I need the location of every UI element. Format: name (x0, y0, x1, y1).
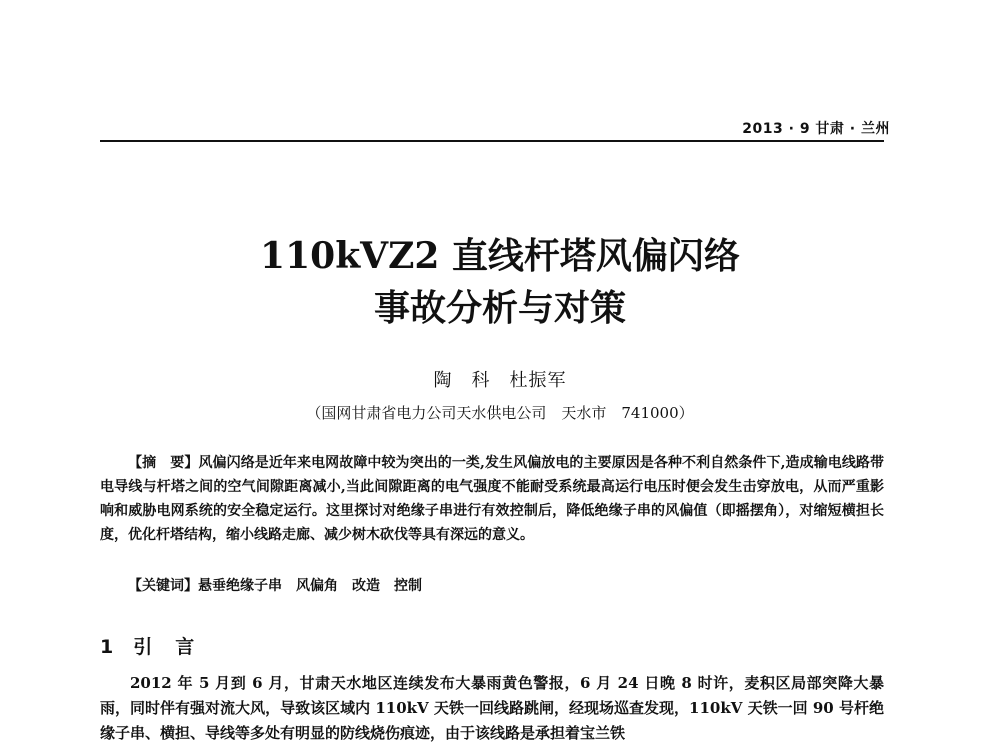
section-heading (100, 632, 196, 659)
journal-issue-header: 2013 · 9 甘肃 · 兰州 (742, 121, 890, 137)
header-rule (100, 140, 884, 142)
abstract-text: 风偏闪络是近年来电网故障中较为突出的一类,发生风偏放电的主要原因是各种不利自然条件下,造成输电线路带电导线与杆塔之间的空气间隙距离减小,当此间隙距离的电气强度不能耐受系统最高运行电压时便会发生击穿放电，从而严重影响和威胁电网系统的安全稳定运行。这里探讨对绝缘子串进行有效控制后，降低绝缘子串的风偏值（即摇摆角），对缩短横担长度，优化杆塔结构，缩小线路走廊、减少树木砍伐等具有深远的意义。 (100, 455, 885, 543)
section-title: 引 言 (133, 636, 197, 658)
section-body-text: 2012 年 5 月到 6 月，甘肃天水地区连续发布大暴雨黄色警报，6 月 24 日晚 8 时许，麦积区局部突降大暴雨，同时伴有强对流大风，导致该区域内 110kV 天铁一回线路跳闸，经现场巡查发现，110kV 天铁一回 90 号杆绝缘子串、横担、导线等多处有明显的防线烧伤痕迹，由于该线路是承担着宝兰铁 (100, 674, 884, 742)
abstract-label: 【摘 要】 (128, 455, 199, 471)
keywords (128, 574, 884, 598)
affiliation: （国网甘肃省电力公司天水供电公司 天水市 741000） (306, 404, 694, 422)
paper-title-line1: 110kVZ2 直线杆塔风偏闪络 (260, 235, 740, 277)
section-number: 1 (100, 636, 116, 658)
abstract (100, 451, 884, 547)
section-body (100, 671, 884, 746)
keywords-label: 【关键词】 (128, 578, 198, 594)
paper-title-line2: 事故分析与对策 (373, 287, 626, 329)
authors: 陶 科 杜振军 (433, 370, 567, 391)
keywords-text: 悬垂绝缘子串 风偏角 改造 控制 (198, 578, 422, 594)
